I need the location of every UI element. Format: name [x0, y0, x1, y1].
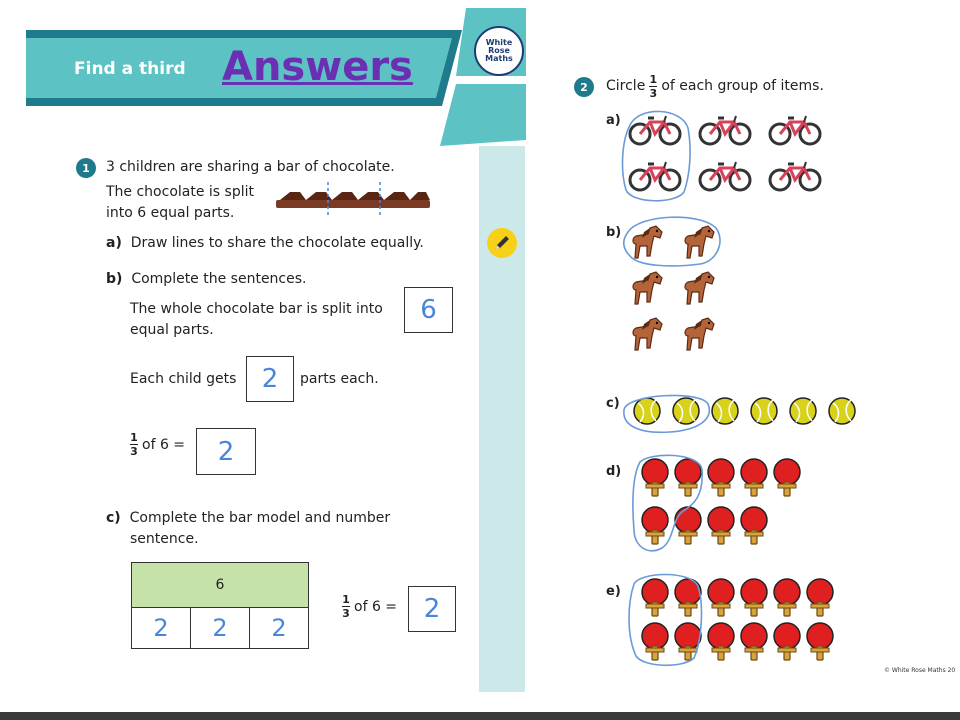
- table-tennis-bat-icon: [805, 578, 835, 622]
- question-1-number: 1: [76, 158, 96, 178]
- table-tennis-bat-icon: [739, 458, 769, 502]
- q1-b-text: Complete the sentences.: [131, 271, 307, 287]
- q1-c-text2: sentence.: [130, 531, 199, 547]
- table-tennis-bat-icon: [772, 622, 802, 666]
- table-tennis-bat-icon: [673, 506, 703, 550]
- table-tennis-bat-icon: [640, 622, 670, 666]
- fraction-one-third: $\frac{1}{3}$: [649, 72, 658, 100]
- q2-part-a-label: a): [606, 113, 621, 128]
- table-tennis-bat-icon: [640, 578, 670, 622]
- bicycle-icon: [628, 158, 682, 196]
- tennis-ball-icon: [788, 396, 818, 430]
- q2-part-b-label: b): [606, 225, 622, 240]
- question-2-number: 2: [574, 77, 594, 97]
- answer-s1: 6: [420, 295, 437, 325]
- q1-c-text1: Complete the bar model and number: [129, 510, 391, 526]
- tennis-ball-icon: [710, 396, 740, 430]
- tennis-ball-icon: [671, 396, 701, 430]
- q1-c-eq-text: of 6 =: [354, 598, 398, 615]
- answer-s3: 2: [217, 436, 235, 467]
- bar-model-part-value: 2: [271, 614, 287, 642]
- q1-s2-part2: parts each.: [300, 371, 379, 387]
- tennis-ball-icon: [827, 396, 857, 430]
- table-tennis-bat-icon: [706, 622, 736, 666]
- q2-part-e-label: e): [606, 584, 621, 599]
- table-tennis-bat-icon: [706, 578, 736, 622]
- table-tennis-bat-icon: [673, 622, 703, 666]
- bar-model-part-value: 2: [212, 614, 228, 642]
- q1-s3-text: of 6 =: [142, 436, 186, 453]
- page-title: Find a third: [74, 59, 186, 79]
- q1-line2: The chocolate is split: [106, 184, 254, 200]
- table-tennis-bat-icon: [805, 622, 835, 666]
- q1-intro: 3 children are sharing a bar of chocolate.: [106, 159, 395, 175]
- table-tennis-bat-icon: [673, 578, 703, 622]
- fraction-one-third: $\frac{1}{3}$: [342, 593, 350, 620]
- q1-c-label: c): [106, 510, 121, 526]
- copyright: © White Rose Maths 20: [884, 667, 956, 674]
- tennis-ball-icon: [632, 396, 662, 430]
- q2-text-pre: Circle: [606, 78, 646, 94]
- horse-icon: [626, 314, 668, 360]
- bottom-bar: [0, 712, 960, 720]
- horse-icon: [626, 222, 668, 268]
- table-tennis-bat-icon: [772, 458, 802, 502]
- answers-overlay: Answers: [222, 44, 413, 90]
- table-tennis-bat-icon: [706, 458, 736, 502]
- horse-icon: [678, 268, 720, 314]
- table-tennis-bat-icon: [739, 578, 769, 622]
- bicycle-icon: [628, 112, 682, 150]
- bicycle-icon: [768, 112, 822, 150]
- q1-s1-part1: The whole chocolate bar is split into: [130, 301, 383, 317]
- q1-s1-part2: equal parts.: [130, 322, 214, 338]
- q1-a-text: Draw lines to share the chocolate equally.: [130, 235, 424, 251]
- white-rose-maths-logo: White Rose Maths: [474, 26, 524, 76]
- bar-model-part-value: 2: [153, 614, 169, 642]
- q1-b-label: b): [106, 271, 123, 287]
- horse-icon: [678, 314, 720, 360]
- tennis-ball-icon: [749, 396, 779, 430]
- horse-icon: [626, 268, 668, 314]
- bicycle-icon: [768, 158, 822, 196]
- table-tennis-bat-icon: [640, 458, 670, 502]
- q1-a-label: a): [106, 235, 122, 251]
- bicycle-icon: [698, 158, 752, 196]
- q1-s2-part1: Each child gets: [130, 371, 237, 387]
- q2-text-post: of each group of items.: [661, 78, 824, 94]
- answer-s2: 2: [261, 364, 279, 394]
- table-tennis-bat-icon: [706, 506, 736, 550]
- q1-line3: into 6 equal parts.: [106, 205, 235, 221]
- horse-icon: [678, 222, 720, 268]
- table-tennis-bat-icon: [772, 578, 802, 622]
- bar-model-whole-value: 6: [215, 577, 225, 593]
- q2-part-d-label: d): [606, 464, 622, 479]
- table-tennis-bat-icon: [739, 506, 769, 550]
- fraction-one-third: $\frac{1}{3}$: [130, 431, 138, 458]
- table-tennis-bat-icon: [739, 622, 769, 666]
- table-tennis-bat-icon: [640, 506, 670, 550]
- bicycle-icon: [698, 112, 752, 150]
- table-tennis-bat-icon: [673, 458, 703, 502]
- answer-c: 2: [423, 594, 441, 624]
- q2-part-c-label: c): [606, 396, 620, 411]
